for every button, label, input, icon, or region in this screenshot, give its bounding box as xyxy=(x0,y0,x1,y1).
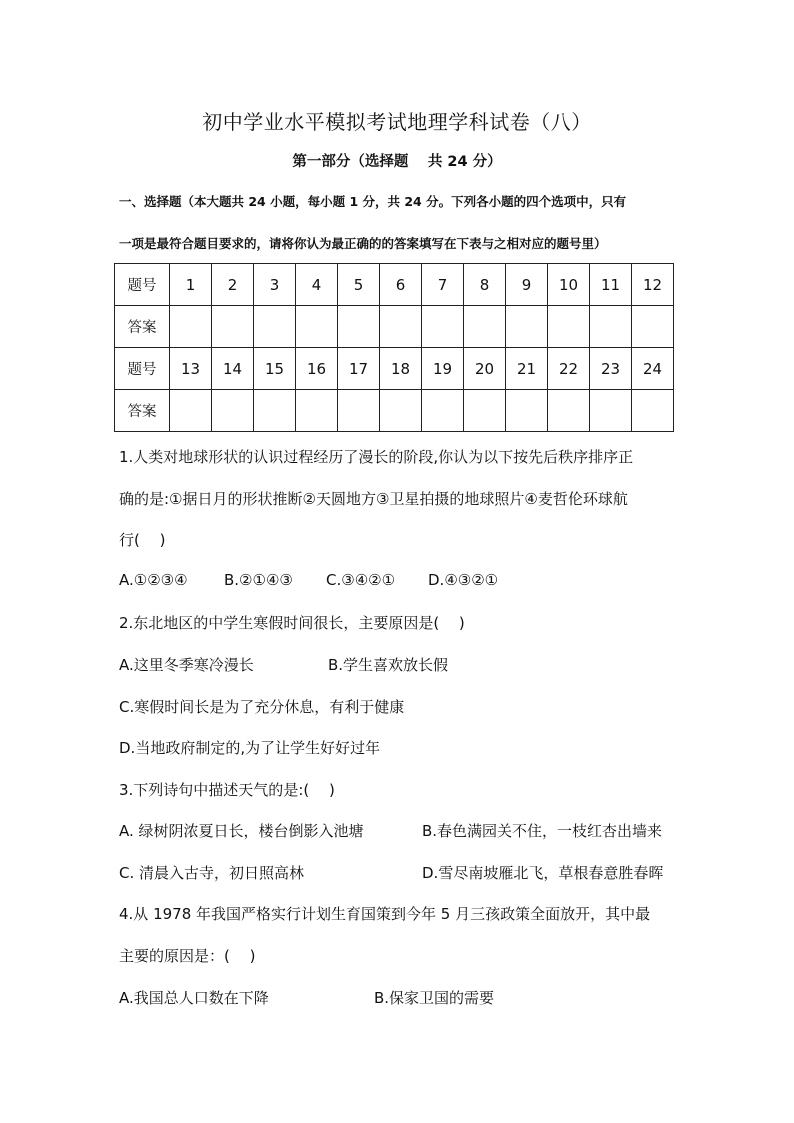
q4-option-b: B.保家卫国的需要 xyxy=(374,989,495,1007)
question-number: 20 xyxy=(464,348,506,390)
question-3-stem: 3.下列诗句中描述天气的是:( ) xyxy=(119,781,335,799)
answer-cell[interactable] xyxy=(632,306,674,348)
table-row xyxy=(115,264,674,306)
question-4-line-2: 主要的原因是：( ) xyxy=(119,947,256,965)
answer-cell[interactable] xyxy=(212,390,254,432)
answer-cell[interactable] xyxy=(590,306,632,348)
row-label: 题号 xyxy=(115,264,170,306)
q2-option-a: A.这里冬季寒冷漫长 xyxy=(119,656,254,674)
question-number: 7 xyxy=(422,264,464,306)
answer-cell[interactable] xyxy=(506,390,548,432)
table-row xyxy=(115,348,674,390)
question-number: 19 xyxy=(422,348,464,390)
question-number: 22 xyxy=(548,348,590,390)
question-1-line-3: 行( ) xyxy=(119,531,166,549)
answer-cell[interactable] xyxy=(506,306,548,348)
instruction-line-1: 一、选择题（本大题共 24 小题，每小题 1 分，共 24 分。下列各小题的四个选项中，只有 xyxy=(119,194,627,209)
q2-option-c: C.寒假时间长是为了充分休息，有利于健康 xyxy=(119,698,405,716)
answer-cell[interactable] xyxy=(296,390,338,432)
question-number: 4 xyxy=(296,264,338,306)
answer-cell[interactable] xyxy=(254,390,296,432)
answer-cell[interactable] xyxy=(212,306,254,348)
answer-cell[interactable] xyxy=(170,390,212,432)
question-number: 13 xyxy=(170,348,212,390)
answer-cell[interactable] xyxy=(338,306,380,348)
answer-cell[interactable] xyxy=(548,306,590,348)
q3-option-d: D.雪尽南坡雁北飞，草根春意胜春晖 xyxy=(422,864,664,882)
answer-cell[interactable] xyxy=(170,306,212,348)
table-row xyxy=(115,306,674,348)
answer-cell[interactable] xyxy=(548,390,590,432)
answer-cell[interactable] xyxy=(338,390,380,432)
question-number: 14 xyxy=(212,348,254,390)
question-number: 16 xyxy=(296,348,338,390)
section-title: 第一部分（选择题 共 24 分） xyxy=(292,154,502,170)
answer-cell[interactable] xyxy=(380,390,422,432)
q3-option-b: B.春色满园关不住，一枝红杏出墙来 xyxy=(422,822,663,840)
question-number: 6 xyxy=(380,264,422,306)
question-number: 5 xyxy=(338,264,380,306)
question-number: 15 xyxy=(254,348,296,390)
answer-cell[interactable] xyxy=(464,306,506,348)
question-number: 24 xyxy=(632,348,674,390)
answer-cell[interactable] xyxy=(464,390,506,432)
question-4-line-1: 4.从 1978 年我国严格实行计划生育国策到今年 5 月三孩政策全面放开，其中最 xyxy=(119,905,651,923)
question-number: 12 xyxy=(632,264,674,306)
row-label: 答案 xyxy=(115,390,170,432)
question-number: 3 xyxy=(254,264,296,306)
question-number: 21 xyxy=(506,348,548,390)
question-number: 11 xyxy=(590,264,632,306)
q1-option-c: C.③④②① xyxy=(326,571,396,589)
question-number: 18 xyxy=(380,348,422,390)
question-2-stem: 2.东北地区的中学生寒假时间很长，主要原因是( ) xyxy=(119,614,465,632)
question-number: 1 xyxy=(170,264,212,306)
instruction-line-2: 一项是最符合题目要求的，请将你认为最正确的的答案填写在下表与之相对应的题号里） xyxy=(119,236,607,251)
q3-option-c: C. 清晨入古寺，初日照高林 xyxy=(119,864,305,882)
q1-option-d: D.④③②① xyxy=(428,571,499,589)
answer-cell[interactable] xyxy=(590,390,632,432)
question-number: 17 xyxy=(338,348,380,390)
q4-option-a: A.我国总人口数在下降 xyxy=(119,989,269,1007)
row-label: 题号 xyxy=(115,348,170,390)
q2-option-b: B.学生喜欢放长假 xyxy=(328,656,449,674)
question-number: 8 xyxy=(464,264,506,306)
question-1-line-2: 确的是:①据日月的形状推断②天圆地方③卫星拍摄的地球照片④麦哲伦环球航 xyxy=(119,490,628,508)
table-row xyxy=(115,390,674,432)
q1-option-a: A.①②③④ xyxy=(119,571,188,589)
answer-table xyxy=(114,263,674,432)
q1-option-b: B.②①④③ xyxy=(224,571,293,589)
row-label: 答案 xyxy=(115,306,170,348)
page-title: 初中学业水平模拟考试地理学科试卷（八） xyxy=(202,110,592,134)
question-number: 10 xyxy=(548,264,590,306)
question-number: 2 xyxy=(212,264,254,306)
answer-cell[interactable] xyxy=(296,306,338,348)
answer-cell[interactable] xyxy=(254,306,296,348)
answer-cell[interactable] xyxy=(422,306,464,348)
question-1-line-1: 1.人类对地球形状的认识过程经历了漫长的阶段,你认为以下按先后秩序排序正 xyxy=(119,448,634,466)
answer-cell[interactable] xyxy=(380,306,422,348)
answer-cell[interactable] xyxy=(632,390,674,432)
answer-cell[interactable] xyxy=(422,390,464,432)
question-number: 9 xyxy=(506,264,548,306)
q2-option-d: D.当地政府制定的,为了让学生好好过年 xyxy=(119,739,381,757)
question-number: 23 xyxy=(590,348,632,390)
q3-option-a: A. 绿树阴浓夏日长，楼台倒影入池塘 xyxy=(119,822,364,840)
